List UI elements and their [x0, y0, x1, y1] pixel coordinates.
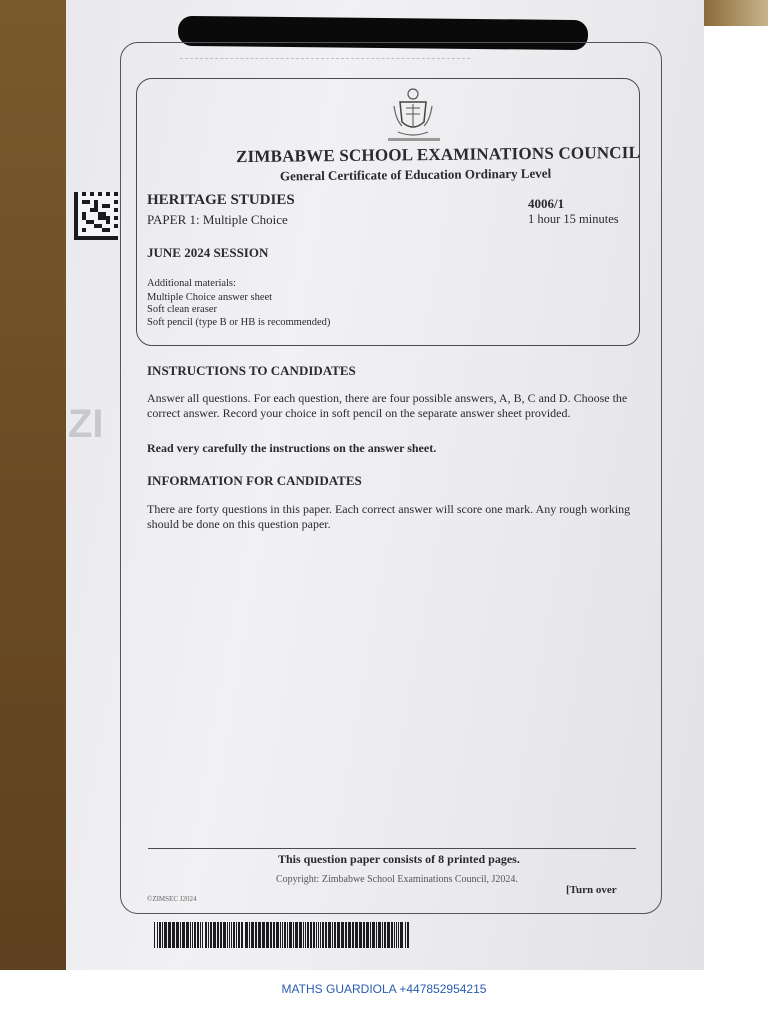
page-count-note: This question paper consists of 8 printed pages. — [278, 852, 520, 866]
data-matrix-code — [74, 192, 118, 240]
contact-caption: MATHS GUARDIOLA +447852954215 — [281, 982, 487, 996]
instructions-note: Read very carefully the instructions on the answer sheet. — [147, 441, 437, 455]
barcode — [154, 922, 412, 948]
paper-code: 4006/1 — [528, 196, 565, 211]
turn-over-label: [Turn over — [566, 884, 617, 896]
materials-list — [147, 292, 330, 329]
information-heading: INFORMATION FOR CANDIDATES — [147, 473, 362, 488]
exam-duration: 1 hour 15 minutes — [528, 212, 619, 226]
paper-type: PAPER 1: Multiple Choice — [147, 212, 288, 227]
side-watermark: ZI — [68, 402, 104, 446]
background-surface-corner — [704, 0, 768, 26]
crest-motto-ribbon — [388, 138, 440, 141]
certificate-level: General Certificate of Education Ordinary Level — [279, 165, 552, 184]
materials-heading: Additional materials: — [147, 278, 236, 289]
materials-item: Soft clean eraser — [147, 304, 217, 316]
subject-title: HERITAGE STUDIES — [147, 192, 295, 208]
information-text: There are forty questions in this paper. Each correct answer will score one mark. Any rough working should be done on this question paper. — [147, 502, 631, 531]
materials-item: Soft pencil (type B or HB is recommended) — [147, 316, 331, 328]
instructions-text: Answer all questions. For each question, there are four possible answers, A, B, C and D. Choose the correct answer. Record your choice in soft pencil on the separate answer sheet provided. — [147, 391, 628, 420]
footer-divider — [148, 848, 636, 849]
coat-of-arms-icon — [392, 86, 434, 138]
copyright-notice: Copyright: Zimbabwe School Examinations Council, J2024. — [276, 874, 518, 885]
zimsec-code: ©ZIMSEC J2024 — [147, 895, 197, 903]
exam-session: JUNE 2024 SESSION — [147, 245, 269, 260]
materials-item: Multiple Choice answer sheet — [147, 292, 273, 303]
council-name: ZIMBABWE SCHOOL EXAMINATIONS COUNCIL — [235, 142, 641, 167]
instructions-heading: INSTRUCTIONS TO CANDIDATES — [147, 363, 356, 378]
background-surface — [0, 0, 66, 970]
